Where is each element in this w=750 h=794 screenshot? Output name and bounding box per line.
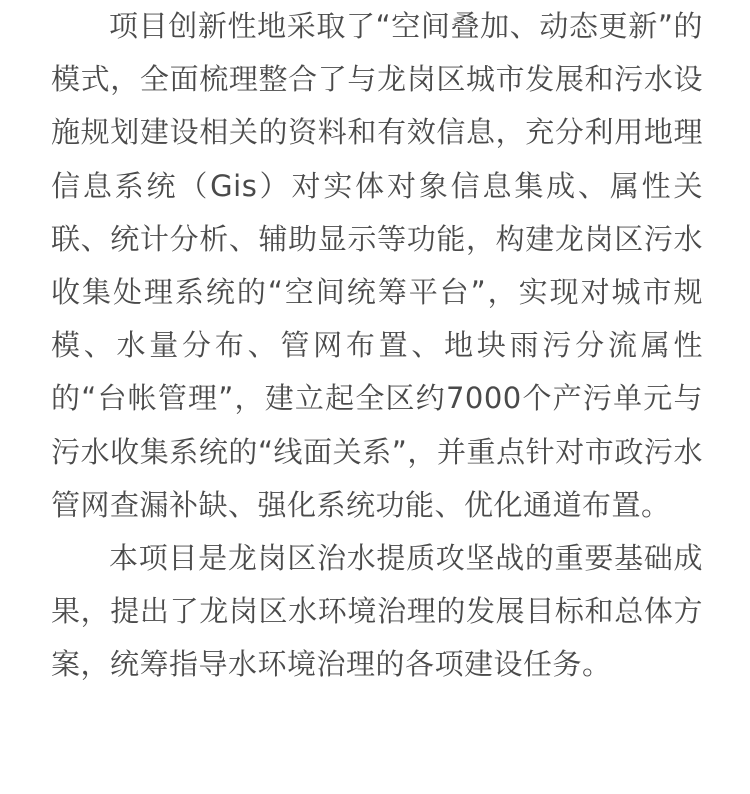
article-body [51,0,703,692]
paragraph-project-outcome: 本项目是龙岗区治水提质攻坚战的重要基础成果，提出了龙岗区水环境治理的发展目标和总体方案，统筹指导水环境治理的各项建设任务。 [51,541,703,682]
paragraph-project-innovation: 项目创新性地采取了“空间叠加、动态更新”的模式，全面梳理整合了与龙岗区城市发展和污水设施规划建设相关的资料和有效信息，充分利用地理信息系统（Gis）对实体对象信息集成、属性关联、统计分析、辅助显示等功能，构建龙岗区污水收集处理系统的“空间统筹平台”，实现对城市规模、水量分布、管网布置、地块雨污分流属性的“台帐管理”，建立起全区约7000个产污单元与污水收集系统的“线面关系”，并重点针对市政污水管网查漏补缺、强化系统功能、优化通道布置。 [51,9,703,522]
